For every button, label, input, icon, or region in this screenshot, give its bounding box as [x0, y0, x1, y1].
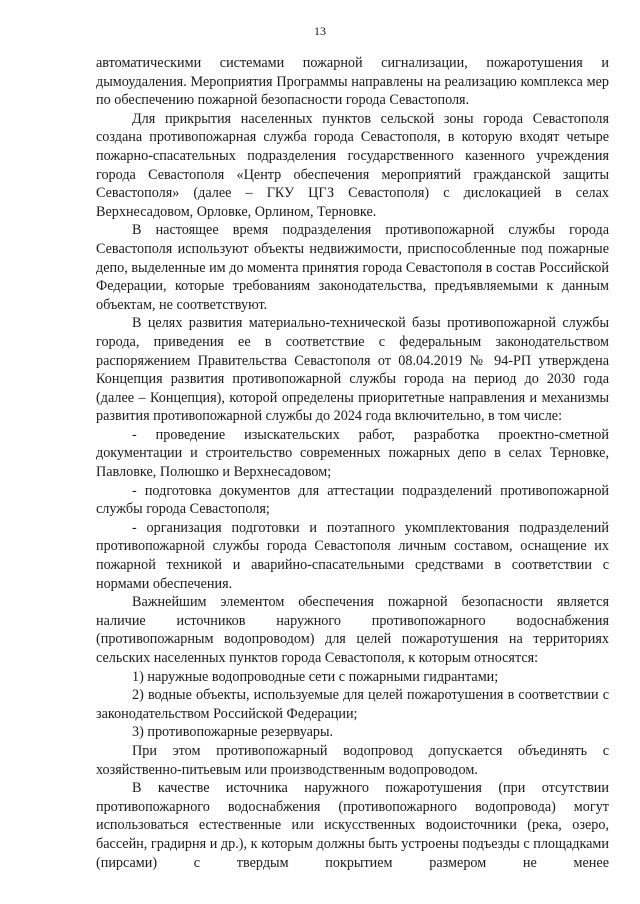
list-item-design-works: - проведение изыскательских работ, разработка проектно-сметной документации и строительство современных пожарных депо в селах Терновке, Павловке, Полюшко и Верхнесадовом; [96, 426, 609, 481]
list-item-reservoirs: 3) противопожарные резервуары. [132, 724, 334, 741]
document-body [96, 54, 609, 872]
list-item-water-bodies: 2) водные объекты, используемые для целей пожаротушения в соответствии с законодательством Российской Федерации; [96, 687, 609, 722]
list-item-certification: - подготовка документов для аттестации подразделений противопожарной службы города Севастополя; [96, 482, 609, 518]
list-item-water-networks: 1) наружные водопроводные сети с пожарными гидрантами; [132, 668, 499, 685]
paragraph-fire-service-structure: Для прикрытия населенных пунктов сельской зоны города Севастополя создана противопожарная служба города Севастополя, в которую входят четыре пожарно-спасательных подразделения государственного казенного учреждения города Севастополя «Центр обеспечения мероприятий гражданской защиты Севастополя» (далее – ГКУ ЦГЗ Севастополя) с дислокацией в селах Верхнесадовом, Орловке, Орлином, Терновке. [96, 110, 609, 220]
page-number: 13 [314, 24, 326, 38]
paragraph-current-facilities: В настоящее время подразделения противопожарной службы города Севастополя используют объекты недвижимости, приспособленные под пожарные депо, выделенные им до момента принятия города Севастополя в состав Российской Федерации, которые требованиям законодательства, предъявляемыми к данным объектам, не соответствуют. [96, 222, 609, 313]
list-item-staffing: - организация подготовки и поэтапного укомплектования подразделений противопожарной службы города Севастополя личным составом, оснащение их пожарной техникой и аварийно-спасательными средствами в соответствии с нормами обеспечения. [96, 519, 609, 592]
paragraph-concept-development: В целях развития материально-технической базы противопожарной службы города, приведения ее в соответствие с федеральным законодательством распоряжением Правительства Севастополя от 08.04.2019 № 94-РП утверждена Концепция развития противопожарной службы города на период до 2030 года (далее – Концепция), которой определены приоритетные направления и механизмы развития противопожарной службы до 2024 года включительно, в том числе: [96, 315, 609, 425]
paragraph-continuation: автоматическими системами пожарной сигнализации, пожаротушения и дымоудаления. Мероприятия Программы направлены на реализацию комплекса мер по обеспечению пожарной безопасности города Севастополя. [96, 55, 609, 109]
paragraph-natural-sources: В качестве источника наружного пожаротушения (при отсутствии противопожарного водоснабжения (противопожарного водопровода) могут использоваться естественные или искусственных водоисточники (река, озеро, бассейн, градирня и др.), к которым должны быть устроены подъезды с площадками (пирсами) с твердым покрытием размером не менее [96, 780, 609, 871]
paragraph-water-supply: Важнейшим элементом обеспечения пожарной безопасности является наличие источников наружного противопожарного водоснабжения (противопожарным водопроводом) для целей пожаротушения на территориях сельских населенных пунктов города Севастополя, к которым относятся: [96, 594, 609, 666]
paragraph-combined-water-supply: При этом противопожарный водопровод допускается объединять с хозяйственно-питьевым или производственным водопроводом. [96, 742, 609, 778]
